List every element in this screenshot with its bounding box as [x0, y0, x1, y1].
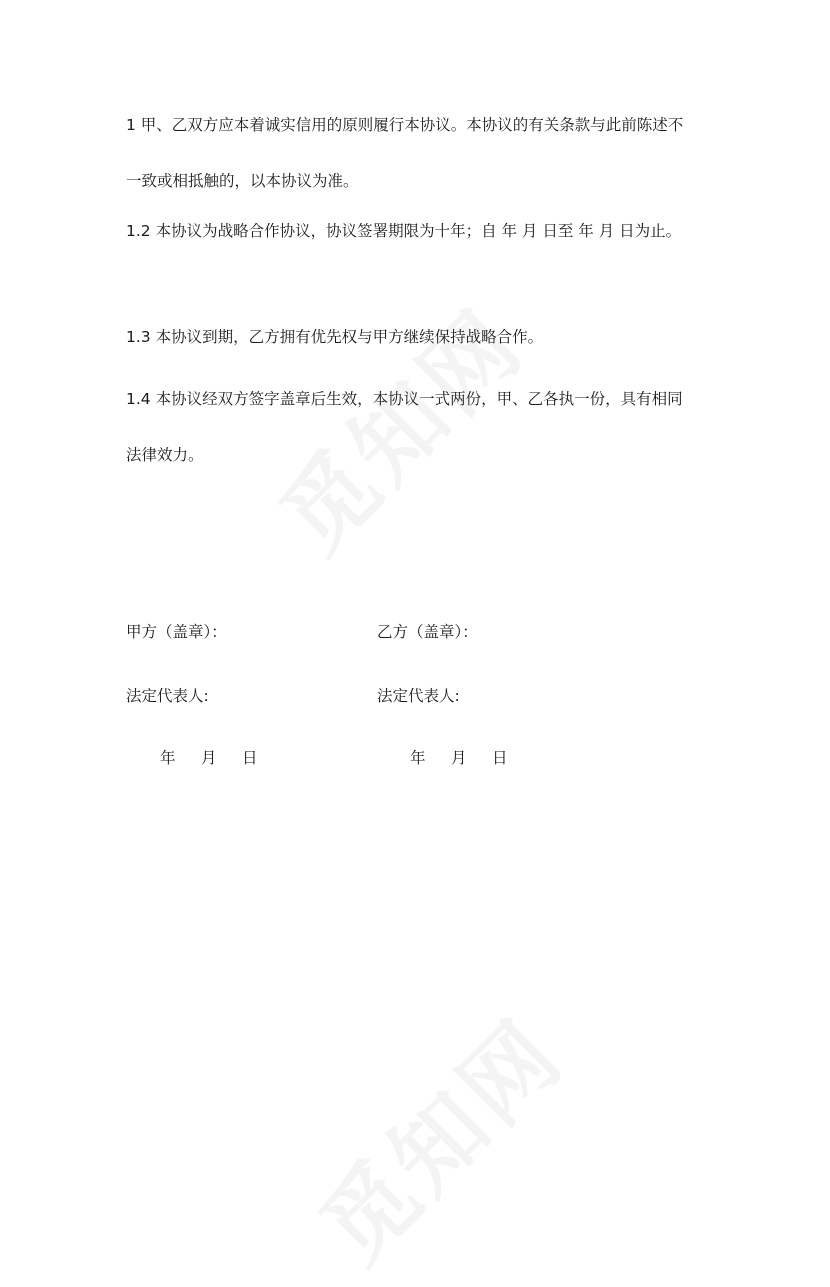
clause-1-4: 1.4 本协议经双方签字盖章后生效，本协议一式两份，甲、乙各执一份，具有相同法律效力。: [126, 390, 683, 464]
party-b-seal-label: 乙方（盖章）：: [377, 623, 478, 641]
party-a-seal-label: 甲方（盖章）：: [126, 623, 227, 641]
party-b-rep-label: 法定代表人:: [377, 687, 460, 705]
watermark: [286, 985, 587, 1286]
clause-1-2: 1.2 本协议为战略合作协议，协议签署期限为十年；自 年 月 日至 年 月 日为止。: [126, 222, 682, 240]
party-a-date: [160, 747, 283, 769]
party-a-rep-label: 法定代表人:: [126, 687, 209, 705]
party-b-date: [410, 747, 533, 769]
clause-1: 1 甲、乙双方应本着诚实信用的原则履行本协议。本协议的有关条款与此前陈述不一致或相抵触的，以本协议为准。: [126, 116, 684, 190]
party-b-date-month: 月: [451, 749, 467, 767]
party-b-date-day: 日: [492, 749, 508, 767]
party-a-date-day: 日: [242, 749, 258, 767]
party-a-date-month: 月: [201, 749, 217, 767]
clause-1-3: 1.3 本协议到期，乙方拥有优先权与甲方继续保持战略合作。: [126, 328, 544, 346]
party-a-date-year: 年: [160, 749, 176, 767]
party-b-date-year: 年: [410, 749, 426, 767]
